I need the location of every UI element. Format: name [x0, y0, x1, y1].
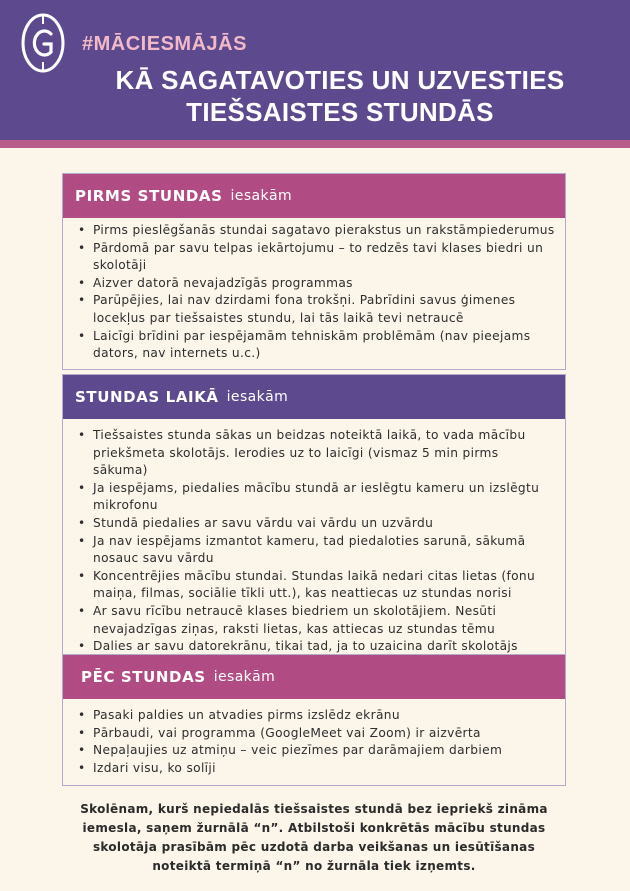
list-item: • Parūpējies, lai nav dzirdami fona trokšņi. Pabrīdini savus ģimenes locekļus par tiešsaistes stundu, lai tās laikā tevi netraucē: [78, 293, 516, 325]
list-item: • Pārbaudi, vai programma (GoogleMeet vai Zoom) ir aizvērta: [78, 725, 481, 740]
section-before-lesson: [62, 173, 566, 370]
list-item: • Tiešsaistes stunda sākas un beidzas noteiktā laikā, to vada mācību priekšmeta skolotājs. Ierodies uz to laicīgi (vismaz 5 min pirms sākuma): [78, 428, 526, 478]
section-heading: [63, 375, 565, 419]
list-item: • Ar savu rīcību netraucē klases biedriem un skolotājiem. Nesūti nevajadzīgas ziņas, raksti lietas, kas attiecas uz stundas tēmu: [78, 603, 497, 636]
footer-note: Skolēnam, kurš nepiedalās tiešsaistes stundā bez iepriekš zināma iemesla, saņem žurnālā “n”. Atbilstoši konkrētās mācību stundas skolotāja prasībām pēc uzdotā darba veikšanas un iesūtīšanas noteiktā termiņā “n” no žurnāla tiek izņemts.: [80, 802, 548, 873]
section-heading-main: STUNDAS LAIKĀ: [75, 388, 219, 406]
title-line-2: TIEŠSAISTES STUNDĀS: [186, 97, 494, 127]
list-item: • Nepaļaujies uz atmiņu – veic piezīmes par darāmajiem darbiem: [78, 743, 503, 758]
list-item: • Izdari visu, ko solīji: [78, 760, 216, 775]
section-heading: [63, 655, 565, 699]
header-stripe: [0, 140, 630, 148]
list-item: • Dalies ar savu datorekrānu, tikai tad, ja to uzaicina darīt skolotājs: [78, 639, 518, 654]
section-heading-main: PĒC STUNDAS: [81, 668, 206, 686]
hashtag: #MĀCIESMĀJĀS: [82, 33, 247, 55]
recommendation-list: [63, 699, 565, 785]
list-item: • Pasaki paldies un atvadies pirms izslēdz ekrānu: [78, 708, 400, 722]
list-item: • Pārdomā par savu telpas iekārtojumu – to redzēs tavi klases biedri un skolotāji: [78, 240, 544, 273]
page-title: [60, 64, 620, 128]
section-heading: [63, 174, 565, 218]
recommendation-list: [63, 218, 565, 369]
section-heading-main: PIRMS STUNDAS: [75, 187, 223, 205]
list-item: • Ja nav iespējams izmantot kameru, tad piedaloties sarunā, sākumā nosauc savu vārdu: [78, 533, 526, 566]
recommendation-list: [63, 419, 565, 662]
list-item: • Aizver datorā nevajadzīgās programmas: [78, 275, 353, 290]
list-item: • Koncentrējies mācību stundai. Stundas laikā nedari citas lietas (fonu maiņa, filmas, sociālie tīkli utt.), kas neattiecas uz stundas norisi: [78, 568, 536, 601]
section-heading-sub: iesakām: [230, 188, 293, 204]
list-item: • Stundā piedalies ar savu vārdu vai vārdu un uzvārdu: [78, 515, 434, 530]
list-item: • Ja iespējams, piedalies mācību stundā ar ieslēgtu kameru un izslēgtu mikrofonu: [78, 480, 540, 513]
list-item: • Laicīgi brīdini par iespējamām tehniskām problēmām (nav pieejams dators, nav internets u.c.): [78, 328, 531, 361]
header-banner: [0, 0, 630, 140]
section-heading-sub: iesakām: [226, 389, 289, 405]
section-after-lesson: [62, 654, 566, 786]
section-heading-sub: iesakām: [213, 669, 276, 685]
list-item: • Pirms pieslēgšanās stundai sagatavo pierakstus un rakstāmpiederumus: [78, 223, 555, 237]
section-during-lesson: [62, 374, 566, 663]
title-line-1: KĀ SAGATAVOTIES UN UZVESTIES: [115, 65, 565, 95]
